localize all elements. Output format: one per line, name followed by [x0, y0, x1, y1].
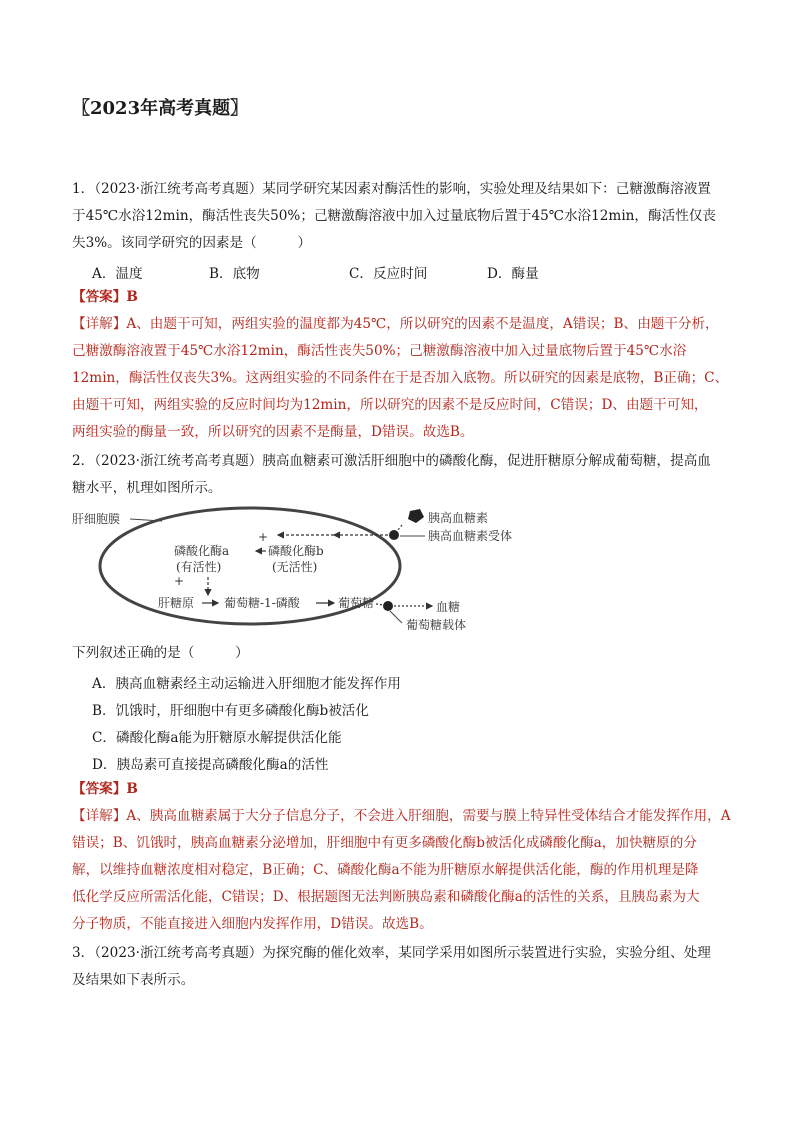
- q2-line-1: 2．（2023·浙江统考高考真题）胰高血糖素可激活肝细胞中的磷酸化酶，促进肝糖原分解成葡萄糖，提高血: [72, 453, 711, 469]
- membrane-label: 肝细胞膜: [72, 512, 121, 526]
- g1p-label: 葡萄糖-1-磷酸: [224, 596, 300, 610]
- glucagon-shape-icon: [408, 509, 424, 523]
- section-title: 〖2023年高考真题〗: [72, 98, 249, 119]
- plus-sign-b: +: [258, 530, 269, 544]
- q2-line-2: 糖水平，机理如图所示。: [72, 480, 222, 496]
- glycogen-label: 肝糖原: [158, 596, 195, 610]
- receptor-icon: [389, 530, 399, 540]
- enzyme-b-label: 磷酸化酶b: [268, 544, 324, 558]
- q1-detail-1: 【详解】A、由题干可知，两组实验的温度都为45℃，所以研究的因素不是温度，A错误；B、由题干分析，: [72, 316, 719, 332]
- q1-option-d: D．酶量: [487, 266, 539, 282]
- q2-detail-2: 错误；B、饥饿时，胰高血糖素分泌增加，肝细胞中有更多磷酸化酶b被活化成磷酸化酶a，加快糖原的分: [72, 835, 697, 851]
- q2-stem: 下列叙述正确的是（ ）: [72, 645, 249, 661]
- blood-sugar-label: 血糖: [436, 600, 461, 614]
- q1-detail-5: 两组实验的酶量一致，所以研究的因素不是酶量，D错误。故选B。: [72, 424, 474, 440]
- q2-answer: 【答案】B: [72, 781, 138, 797]
- glucose-label: 葡萄糖: [338, 596, 375, 610]
- q2-detail-4: 低化学反应所需活化能，C错误；D、根据题图无法判断胰岛素和磷酸化酶a的活性的关系，且胰岛素为大: [72, 889, 700, 905]
- q3-line-1: 3．（2023·浙江统考高考真题）为探究酶的催化效率，某同学采用如图所示装置进行实验，实验分组、处理: [72, 945, 711, 961]
- q1-option-a: A．温度: [92, 266, 143, 282]
- receptor-label: 胰高血糖素受体: [428, 529, 512, 543]
- q2-detail-5: 分子物质，不能直接进入细胞内发挥作用，D错误。故选B。: [72, 916, 433, 932]
- glucagon-mechanism-figure: [72, 503, 512, 635]
- q1-line-1: 1．（2023·浙江统考高考真题）某同学研究某因素对酶活性的影响，实验处理及结果如下：己糖激酶溶液置: [72, 181, 711, 197]
- q1-line-3: 失3%。该同学研究的因素是（ ）: [72, 235, 312, 251]
- q2-option-b: B．饥饿时，肝细胞中有更多磷酸化酶b被活化: [92, 703, 369, 719]
- carrier-label: 葡萄糖载体: [406, 618, 467, 632]
- enzyme-b-state: (无活性): [272, 560, 318, 574]
- q2-detail-1: 【详解】A、胰高血糖素属于大分子信息分子，不会进入肝细胞，需要与膜上特异性受体结合才能发挥作用，A: [72, 808, 731, 824]
- glucagon-label: 胰高血糖素: [428, 511, 489, 525]
- q2-option-d: D．胰岛素可直接提高磷酸化酶a的活性: [92, 757, 329, 773]
- q1-detail-3: 12min，酶活性仅丧失3%。这两组实验的不同条件在于是否加入底物。所以研究的因素是底物，B正确；C、: [72, 370, 729, 386]
- q1-detail-2: 己糖激酶溶液置于45℃水浴12min，酶活性丧失50%；己糖激酶溶液中加入过量底物后置于45℃水浴: [72, 343, 687, 359]
- q1-answer: 【答案】B: [72, 289, 138, 305]
- q1-line-2: 于45℃水浴12min，酶活性丧失50%；己糖激酶溶液中加入过量底物后置于45℃水浴12min，酶活性仅丧: [72, 208, 716, 224]
- q1-option-b: B．底物: [209, 266, 260, 282]
- plus-sign-a: +: [174, 574, 185, 588]
- enzyme-a-label: 磷酸化酶a: [174, 544, 230, 558]
- q1-detail-4: 由题干可知，两组实验的反应时间均为12min，所以研究的因素不是反应时间，C错误；D、由题干可知，: [72, 397, 708, 413]
- q2-detail-3: 解，以维持血糖浓度相对稳定，B正确；C、磷酸化酶a不能为肝糖原水解提供活化能，酶的作用机理是降: [72, 862, 699, 878]
- q1-option-c: C．反应时间: [349, 266, 428, 282]
- q2-option-c: C．磷酸化酶a能为肝糖原水解提供活化能: [92, 730, 342, 746]
- glucose-carrier-icon: [383, 601, 393, 611]
- q2-option-a: A．胰高血糖素经主动运输进入肝细胞才能发挥作用: [92, 676, 401, 692]
- q3-line-2: 及结果如下表所示。: [72, 972, 195, 988]
- enzyme-a-state: (有活性): [176, 560, 222, 574]
